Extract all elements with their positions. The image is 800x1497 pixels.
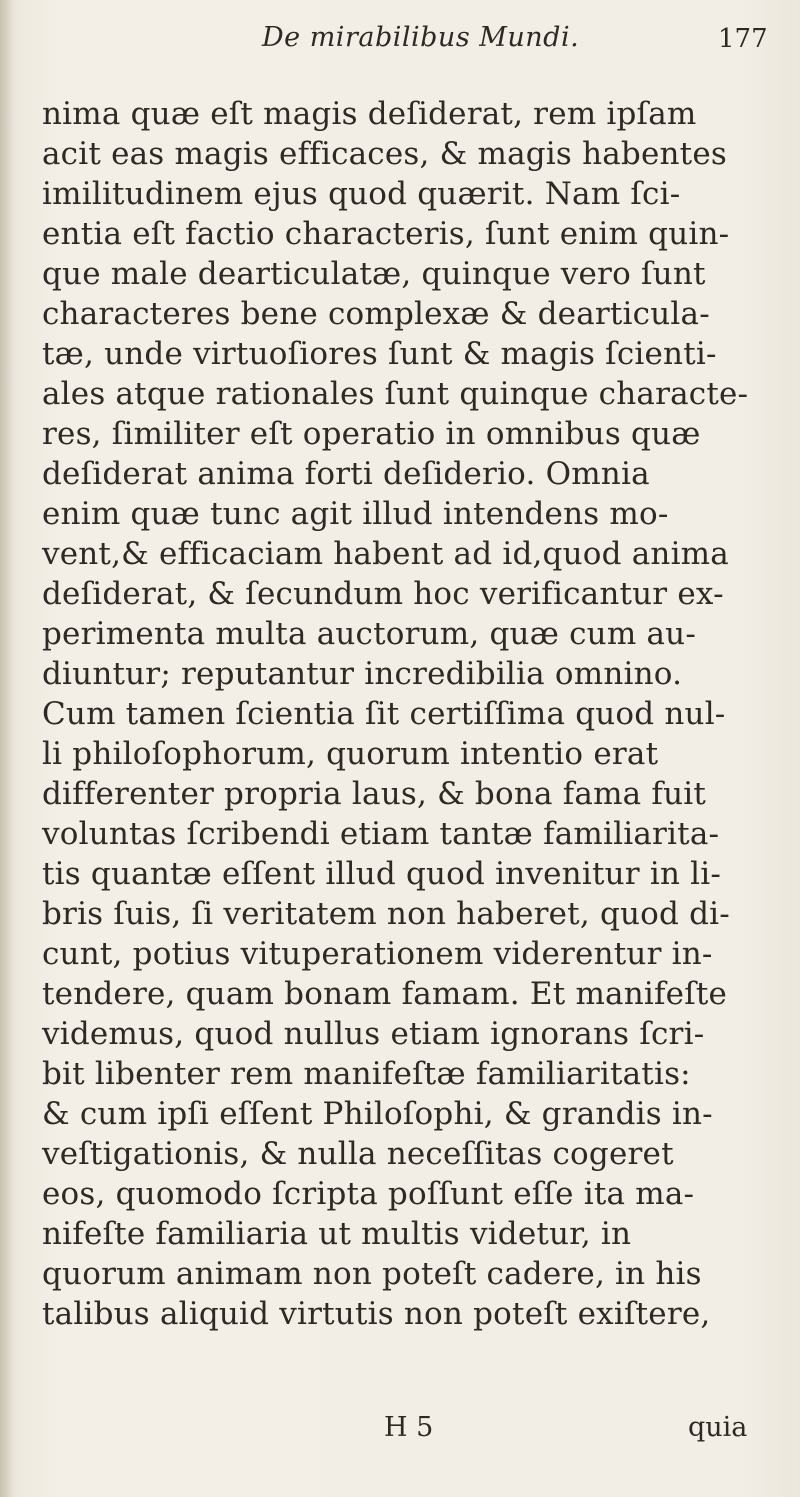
text-line: talibus aliquid virtutis non poteſt exiſtere, <box>42 1296 711 1332</box>
text-line: acit eas magis efficaces, & magis habentes <box>42 136 727 172</box>
text-line: veſtigationis, & nulla neceſſitas cogeret <box>42 1136 674 1172</box>
text-line: bit libenter rem manifeſtæ familiaritatis: <box>42 1056 691 1092</box>
text-line: differenter propria laus, & bona fama fuit <box>42 776 707 812</box>
text-line: Cum tamen ſcientia ſit certiſſima quod nul- <box>42 696 726 732</box>
signature-mark: H 5 <box>384 1412 434 1443</box>
catchword: quia <box>688 1412 748 1443</box>
text-line: characteres bene complexæ & dearticula- <box>42 296 710 332</box>
text-line: tæ, unde virtuoſiores ſunt & magis ſcienti- <box>42 336 717 372</box>
text-line: tis quantæ eſſent illud quod invenitur in li- <box>42 856 722 892</box>
text-line: perimenta multa auctorum, quæ cum au- <box>42 616 697 652</box>
page-footer <box>0 1412 800 1452</box>
text-line: tendere, quam bonam famam. Et manifeſte <box>42 976 728 1012</box>
text-line: cunt, potius vituperationem viderentur in- <box>42 936 713 972</box>
text-line: nima quæ eſt magis deſiderat, rem ipſam <box>42 96 697 132</box>
page-number: 177 <box>718 24 768 54</box>
text-line: entia eſt factio characteris, ſunt enim quin- <box>42 216 730 252</box>
text-line: quorum animam non poteſt cadere, in his <box>42 1256 702 1292</box>
text-line: li philoſophorum, quorum intentio erat <box>42 736 659 772</box>
text-line: bris ſuis, ſi veritatem non haberet, quod di- <box>42 896 730 932</box>
running-head <box>0 14 800 62</box>
text-line: ales atque rationales ſunt quinque characte- <box>42 376 749 412</box>
text-line: voluntas ſcribendi etiam tantæ familiarita- <box>42 816 720 852</box>
text-line: videmus, quod nullus etiam ignorans ſcri- <box>42 1016 705 1052</box>
text-line: deſiderat, & ſecundum hoc verificantur ex- <box>42 576 724 612</box>
text-line: diuntur; reputantur incredibilia omnino. <box>42 656 683 692</box>
text-line: deſiderat anima forti deſiderio. Omnia <box>42 456 650 492</box>
text-line: imilitudinem ejus quod quærit. Nam ſci- <box>42 176 681 212</box>
text-line: eos, quomodo ſcripta poſſunt eſſe ita ma- <box>42 1176 695 1212</box>
text-line: & cum ipſi eſſent Philoſophi, & grandis in- <box>42 1096 713 1132</box>
text-line: nifeſte familiaria ut multis videtur, in <box>42 1216 632 1252</box>
text-line: que male dearticulatæ, quinque vero ſunt <box>42 256 706 292</box>
text-line: vent,& efficaciam habent ad id,quod anima <box>42 536 729 572</box>
gutter-shadow <box>0 0 14 1497</box>
text-line: res, ſimiliter eſt operatio in omnibus quæ <box>42 416 701 452</box>
text-line: enim quæ tunc agit illud intendens mo- <box>42 496 669 532</box>
running-title: De mirabilibus Mundi. <box>262 22 580 53</box>
